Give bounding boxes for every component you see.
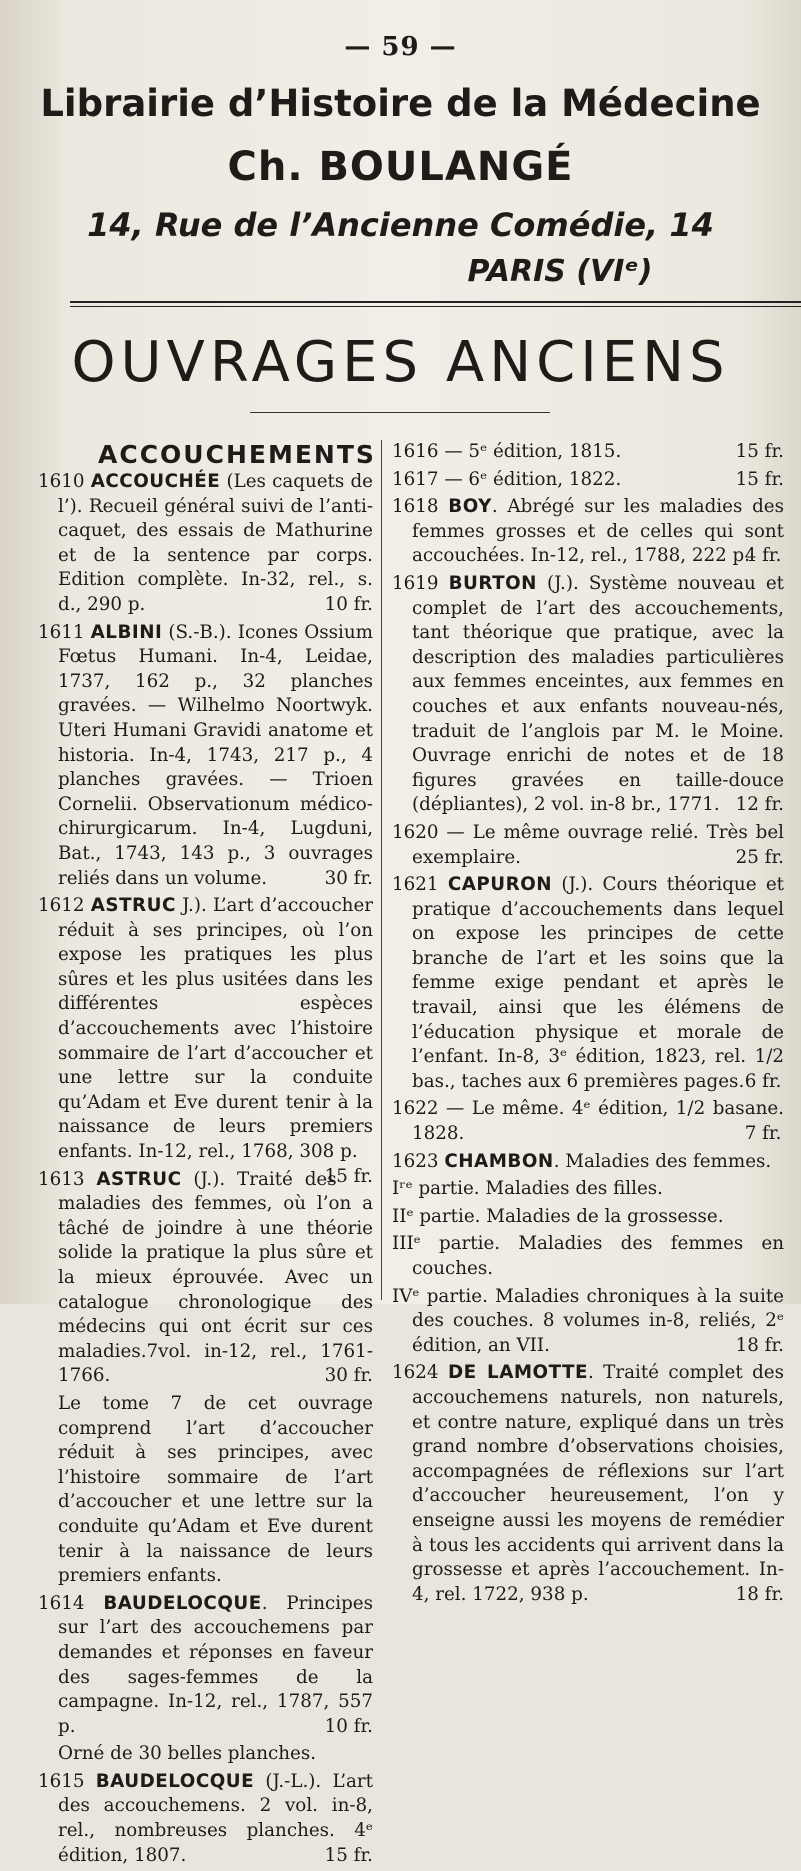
heading-rule xyxy=(250,412,550,413)
column-separator xyxy=(381,440,382,1300)
entry-price: 15 fr. xyxy=(735,468,784,490)
entry-author: ALBINI xyxy=(90,621,163,643)
entry-number: 1620 xyxy=(392,821,439,843)
catalog-entry xyxy=(392,495,784,569)
entry-part: Iʳᵉ partie. Maladies des filles. xyxy=(392,1178,663,1200)
entry-number: 1611 xyxy=(38,621,85,643)
entry-author: BOY xyxy=(448,496,492,518)
right-column xyxy=(392,440,784,1610)
entry-price: 18 fr. xyxy=(735,1583,784,1605)
entry-price: 15 fr. xyxy=(324,1844,373,1866)
entry-text: (J.). Cours théorique et pratique d’accouchements dans lequel on expose les principes de cette branche de l’art et les soins que la femme exige pendant et après le travail, ainsi que les élémens de l’éducation physique et morale de l’enfant. In-8, 3ᵉ édition, 1823, rel. 1/2 bas., taches aux 6 premières pages. xyxy=(412,874,784,1092)
header-rule xyxy=(70,301,801,303)
catalog-entry xyxy=(38,470,373,618)
entry-number: 1619 xyxy=(392,572,439,594)
entry-text: (S.-B.). Icones Ossium Fœtus Humani. In-4, Leidae, 1737, 162 p., 32 planches gravées. — Wilhelmo Noortwyk. Uteri Humani Gravidi anatome et historia. In-4, 1743, 217 p., 4 planches gravées. — Trioen Cornelii. Observationum médico-chirurgicarum. In-4, Lugduni, Bat., 1743, 143 p., 3 ouvrages reliés dans un volume. xyxy=(58,621,373,889)
entry-price: 18 fr. xyxy=(735,1334,784,1356)
catalog-entry xyxy=(38,1168,373,1389)
entry-text: — 5ᵉ édition, 1815. xyxy=(438,441,622,462)
entry-author: ACCOUCHÉE xyxy=(90,471,221,492)
catalog-entry xyxy=(392,440,784,465)
entry-author: BURTON xyxy=(448,572,537,594)
entry-price: 7 fr. xyxy=(744,1123,782,1145)
entry-number: 1618 xyxy=(392,496,439,518)
entry-text: — 6ᵉ édition, 1822. xyxy=(438,468,622,490)
catalog-entry xyxy=(38,1770,373,1868)
bookshop-name: Librairie d’Histoire de la Médecine xyxy=(40,82,761,125)
entry-author: DE LAMOTTE xyxy=(447,1362,588,1384)
entry-part-with-price xyxy=(392,1285,784,1359)
entry-price: 15 fr. xyxy=(324,1165,373,1187)
entry-author: BAUDELOCQUE xyxy=(103,1592,262,1614)
entry-text: . Traité complet des accouchemens naturels, non naturels, et contre nature, expliqué dans un très grand nombre d’observations choisies, accompagnées de réflexions sur l’art d’accoucher heureusement, l’on y enseigne aussi les moyens de remédier à tous les accidents qui arrivent dans la grossesse et après l’accouchement. In-4, rel. 1722, 938 p. xyxy=(412,1362,784,1605)
entry-text: . Maladies des femmes. xyxy=(553,1150,772,1172)
entry-price: 4 fr. xyxy=(744,545,782,567)
entry-number: 1624 xyxy=(392,1362,439,1384)
entry-text: — Le même ouvrage relié. Très bel exemplaire. xyxy=(412,821,784,868)
entry-number: 1612 xyxy=(38,895,85,917)
entry-note: Le tome 7 de cet ouvrage comprend l’art d’accoucher réduit à ses principes, avec l’histoire sommaire de l’art d’accoucher et une lettre sur la conduite qu’Adam et Eve durent tenir à la naissance de leurs premiers enfants. xyxy=(58,1392,373,1587)
entry-number: 1621 xyxy=(392,874,439,896)
catalog-heading: OUVRAGES ANCIENS xyxy=(71,330,730,395)
entry-number: 1610 xyxy=(38,471,85,492)
catalog-entry xyxy=(38,1592,373,1740)
entry-number: 1616 xyxy=(392,441,439,462)
entry-price: 12 fr. xyxy=(735,794,784,816)
entry-part: IVᵉ partie. Maladies chroniques à la suite des couches. 8 volumes in-8, reliés, 2ᵉ édition, an VII. xyxy=(392,1285,784,1356)
bookseller-name: Ch. BOULANGÉ xyxy=(227,144,574,190)
entry-author: BAUDELOCQUE xyxy=(95,1770,255,1792)
entry-number: 1623 xyxy=(392,1150,439,1172)
left-column xyxy=(38,470,373,1871)
header-rule-thin xyxy=(70,306,801,307)
catalog-entry xyxy=(392,1097,784,1146)
entry-text: (J.-L.). L’art des accouchemens. 2 vol. in-8, rel., nombreuses planches. 4ᵉ édition, 1807. xyxy=(58,1770,373,1866)
section-title: ACCOUCHEMENTS xyxy=(98,440,376,469)
entry-text: (J.). Traité des maladies des femmes, où l’on a tâché de joindre à une théorie solide la pratique la plus sûre et la mieux éprouvée. Avec un catalogue chronologique des médecins qui ont écrit sur ces maladies.7vol. in-12, rel., 1761-1766. xyxy=(58,1168,373,1387)
entry-price: 6 fr. xyxy=(744,1070,782,1092)
entry-author: ASTRUC xyxy=(96,1168,182,1190)
entry-text: (Les caquets de l’). Recueil général suivi de l’anti-caquet, des essais de Mathurine et de la sentence par corps. Edition complète. In-32, rel., s. d., 290 p. xyxy=(58,471,373,615)
entry-number: 1615 xyxy=(38,1770,85,1792)
entry-number: 1614 xyxy=(38,1592,85,1614)
catalog-entry xyxy=(392,468,784,493)
entry-text: (J.). Système nouveau et complet de l’art des accouchements, tant théorique que pratique, avec la description des maladies particulières aux femmes enceintes, aux femmes en couches et aux enfants nouveau-nés, traduit de l’anglois par M. le Moine. Ouvrage enrichi de notes et de 18 figures gravées en taille-douce (dépliantes), 2 vol. in-8 br., 1771. xyxy=(412,572,784,816)
entry-part: IIᵉ partie. Maladies de la grossesse. xyxy=(392,1205,724,1227)
entry-author: CHAMBON xyxy=(444,1150,554,1172)
catalog-entry xyxy=(392,1361,784,1607)
entry-price: 25 fr. xyxy=(735,846,784,868)
catalog-entry xyxy=(392,1150,784,1175)
entry-number: 1617 xyxy=(392,468,439,490)
entry-part: IIIᵉ partie. Maladies des femmes en couches. xyxy=(392,1233,784,1279)
city: PARIS (VIᵉ) xyxy=(467,254,653,289)
entry-price: 15 fr. xyxy=(735,441,784,462)
entry-text: . Abrégé sur les maladies des femmes grosses et de celles qui sont accouchées. In-12, rel., 1788, 222 p. xyxy=(412,496,784,567)
catalog-entry xyxy=(392,572,784,818)
entry-price: 30 fr. xyxy=(324,867,373,889)
entry-text: — Le même. 4ᵉ édition, 1/2 basane. 1828. xyxy=(412,1098,784,1145)
entry-author: ASTRUC xyxy=(90,895,176,917)
street-address: 14, Rue de l’Ancienne Comédie, 14 xyxy=(87,206,714,244)
entry-number: 1622 xyxy=(392,1098,439,1120)
entry-text: J.). L’art d’accoucher réduit à ses principes, où l’on expose les pratiques les plus sûres et les plus usitées dans les différentes espèces d’accouchements avec l’histoire sommaire de l’art d’accoucher et une lettre sur la conduite qu’Adam et Eve durent tenir à la naissance de leurs premiers enfants. In-12, rel., 1768, 308 p. xyxy=(58,895,374,1163)
catalog-entry xyxy=(392,821,784,870)
entry-price: 10 fr. xyxy=(324,593,373,615)
entry-text: . Principes sur l’art des accouchemens par demandes et réponses en faveur des sages-femmes de la campagne. In-12, rel., 1787, 557 p. xyxy=(58,1592,373,1737)
entry-price: 30 fr. xyxy=(324,1365,373,1387)
catalog-entry xyxy=(392,873,784,1094)
catalog-entry xyxy=(38,621,373,892)
entry-number: 1613 xyxy=(38,1168,85,1190)
entry-note: Orné de 30 belles planches. xyxy=(58,1743,317,1765)
page-number: — 59 — xyxy=(344,32,457,62)
entry-price: 10 fr. xyxy=(324,1715,373,1737)
entry-author: CAPURON xyxy=(447,874,553,896)
